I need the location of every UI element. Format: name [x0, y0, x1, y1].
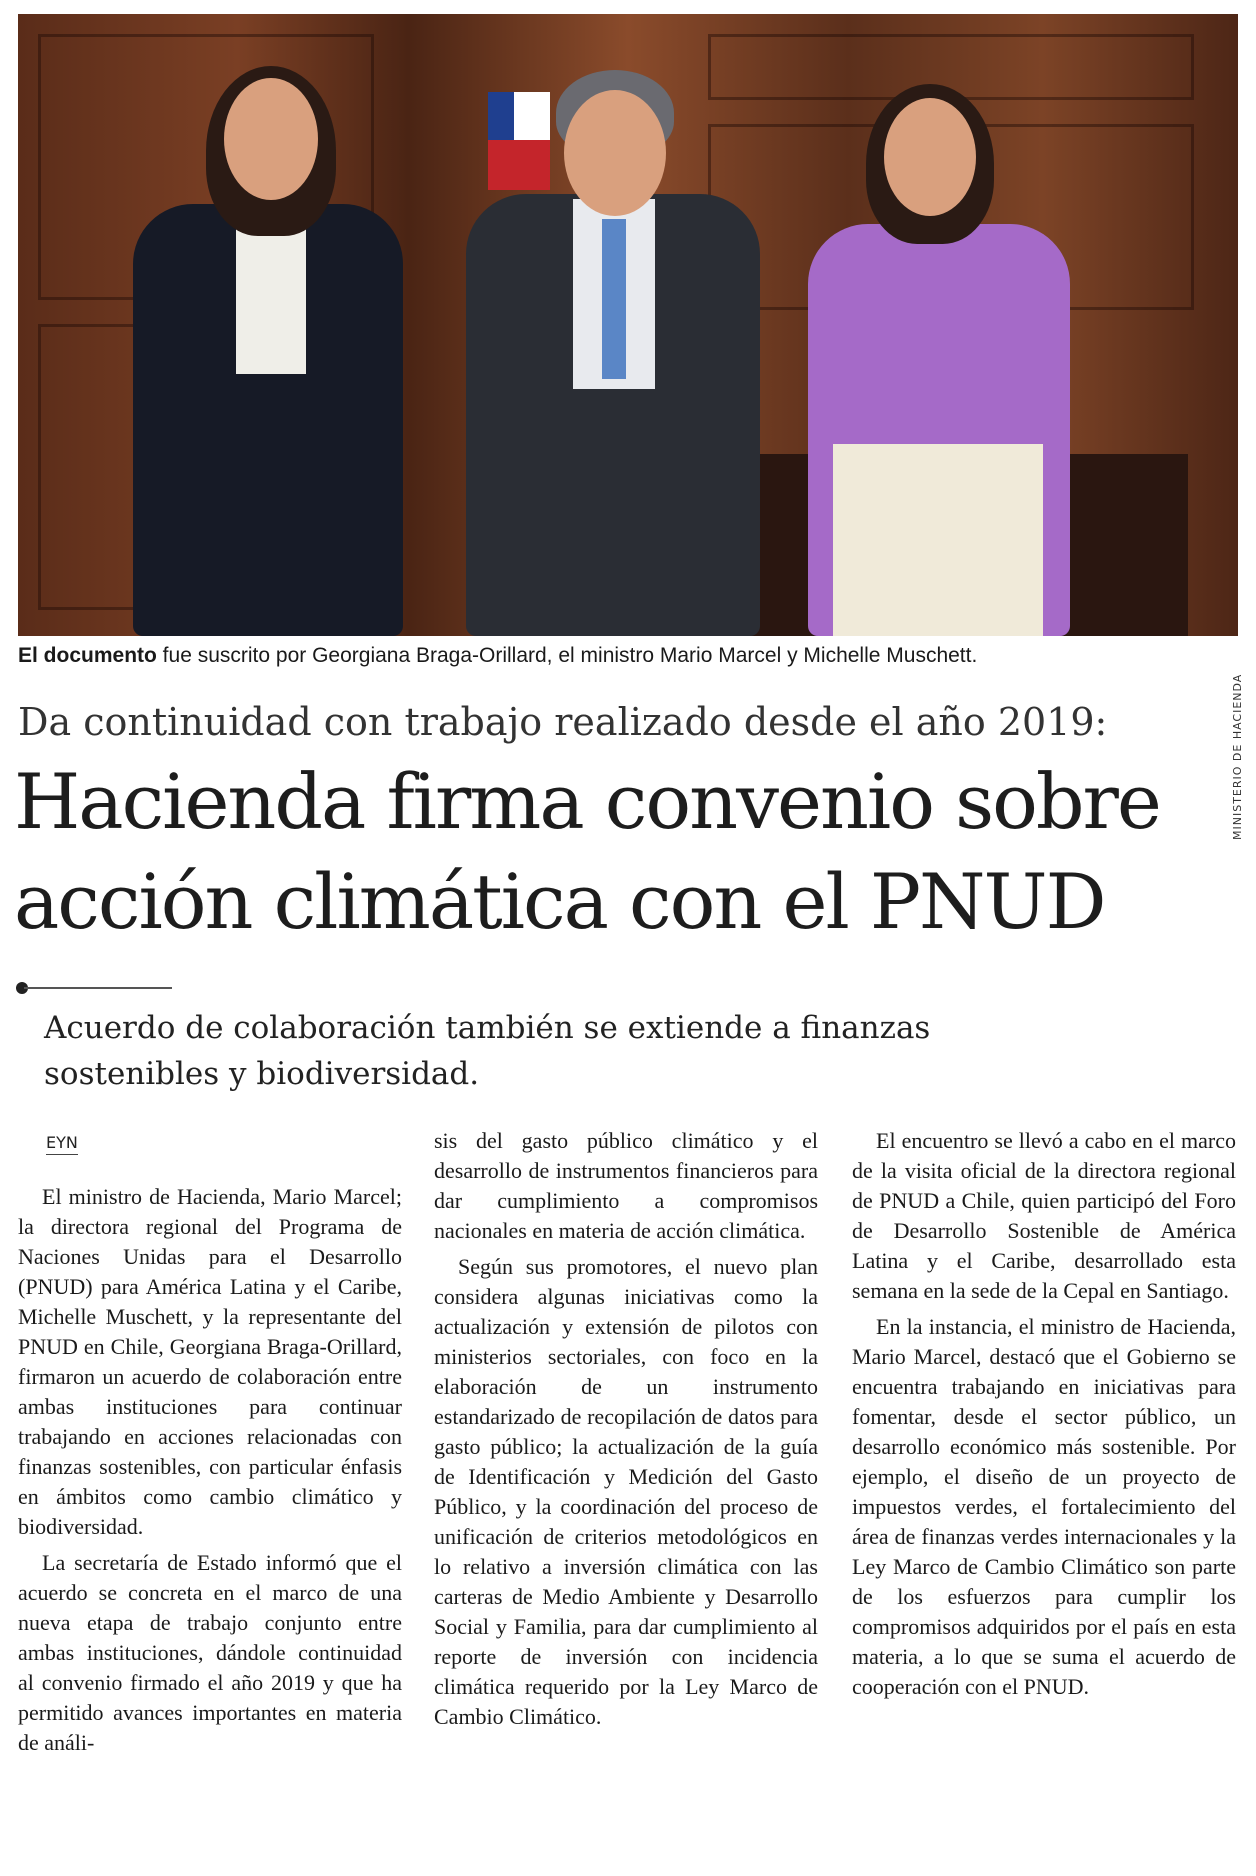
- caption-text: fue suscrito por Georgiana Braga-Orillard, el ministro Mario Marcel y Michelle Muschett.: [156, 644, 978, 667]
- paragraph: La secretaría de Estado informó que el acuerdo se concreta en el marco de una nueva etapa de trabajo conjunto entre ambas instituciones, dándole continuidad al convenio firmado el año 2019 y que ha permitido avances importantes en materia de análi-: [18, 1550, 402, 1755]
- body-column-3: [852, 1126, 1236, 1702]
- paragraph: El ministro de Hacienda, Mario Marcel; la directora regional del Programa de Naciones Unidas para el Desarrollo (PNUD) para América Latina y el Caribe, Michelle Muschett, y la representante del PNUD en Chile, Georgiana Braga-Orillard, firmaron un acuerdo de colaboración entre ambas instituciones para continuar trabajando en acciones relacionadas con finanzas sostenibles, con particular énfasis en ámbitos como cambio climático y biodiversidad.: [18, 1184, 402, 1539]
- divider-rule: [24, 987, 172, 989]
- byline: EYN: [46, 1133, 78, 1155]
- article-photo: [18, 14, 1238, 636]
- paragraph: En la instancia, el ministro de Hacienda, Mario Marcel, destacó que el Gobierno se encuentra trabajando en iniciativas para fomentar, desde el sector público, un desarrollo económico más sostenible. Por ejemplo, el diseño de un proyecto de impuestos verdes, el fortalecimiento del área de finanzas verdes internacionales y la Ley Marco de Cambio Climático son parte de los esfuerzos para cumplir los compromisos adquiridos por el país en esta materia, a lo que se suma el acuerdo de cooperación con el PNUD.: [852, 1314, 1236, 1699]
- headline: [14, 752, 1244, 952]
- paragraph: El encuentro se llevó a cabo en el marco de la visita oficial de la directora regional de PNUD a Chile, quien participó del Foro de Desarrollo Sostenible de América Latina y el Caribe, desarrollado esta semana en la sede de la Cepal en Santiago.: [852, 1128, 1236, 1303]
- deck-line-1: Acuerdo de colaboración también se extiende a finanzas: [44, 1010, 931, 1046]
- paragraph: sis del gasto público climático y el desarrollo de instrumentos financieros para dar cumplimiento a compromisos nacionales en materia de acción climática.: [434, 1128, 818, 1243]
- kicker: Da continuidad con trabajo realizado desde el año 2019:: [18, 700, 1108, 744]
- caption-lead: El documento: [18, 644, 157, 667]
- headline-line-2: acción climática con el PNUD: [14, 857, 1105, 946]
- paragraph: Según sus promotores, el nuevo plan considera algunas iniciativas como la actualización y extensión de pilotos con ministerios sectoriales, con foco en la elaboración de un instrumento estandarizado de recopilación de datos para gasto público; la actualización de la guía de Identificación y Medición del Gasto Público, y la coordinación del proceso de unificación de criterios metodológicos en lo relativo a inversión climática con las carteras de Medio Ambiente y Desarrollo Social y Familia, para dar cumplimiento al reporte de inversión con incidencia climática requerido por la Ley Marco de Cambio Climático.: [434, 1254, 818, 1729]
- body-column-1: [18, 1182, 402, 1758]
- body-column-2: [434, 1126, 818, 1732]
- photo-credit: MINISTERIO DE HACIENDA: [1231, 673, 1244, 840]
- photo-caption: [18, 644, 1228, 668]
- deck-line-2: sostenibles y biodiversidad.: [44, 1056, 480, 1092]
- headline-line-1: Hacienda firma convenio sobre: [14, 757, 1160, 846]
- deck: [44, 1005, 1224, 1097]
